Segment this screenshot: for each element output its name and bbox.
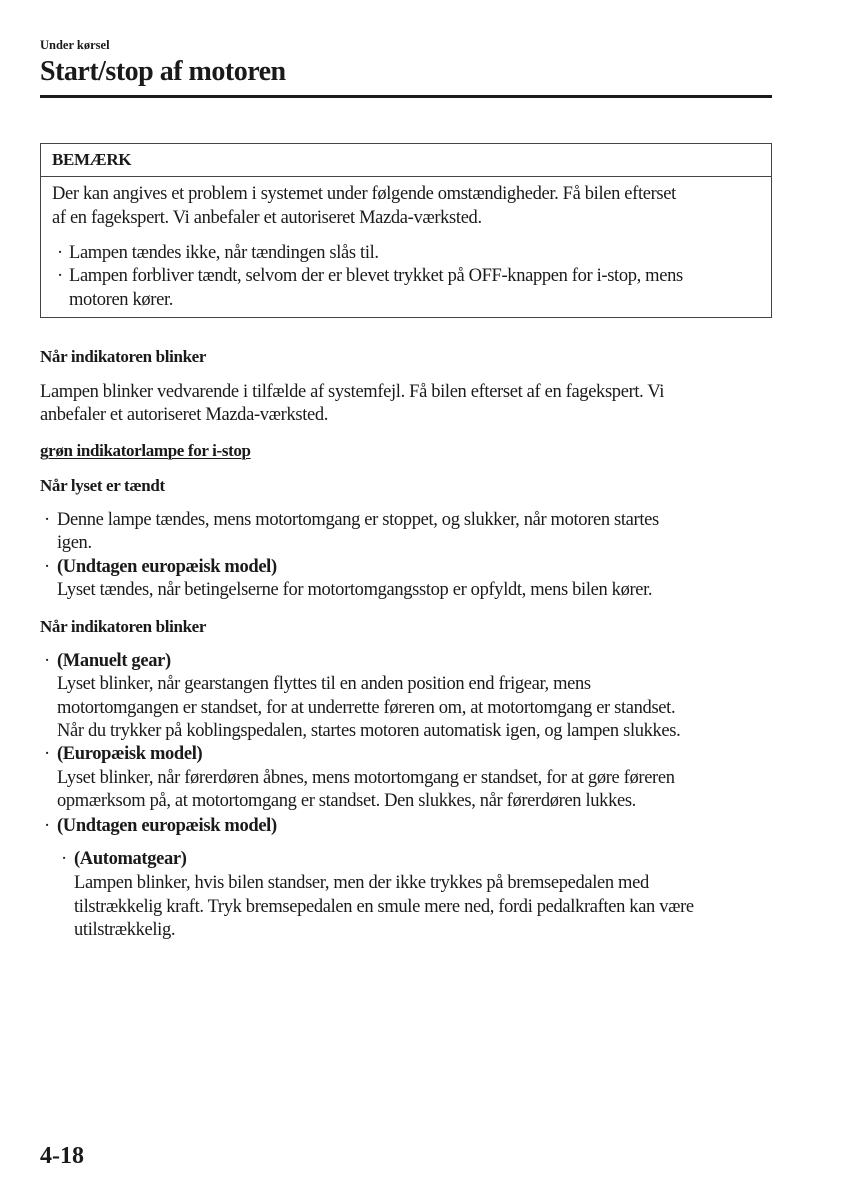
bullet-text: Lyset blinker, når gearstangen flyttes til en anden position end frigear, mens (57, 674, 591, 694)
note-heading: BEMÆRK (52, 150, 132, 169)
bullet-text: igen. (57, 533, 92, 553)
note-header (41, 144, 771, 177)
bullet-dot: · (44, 557, 50, 577)
bullet-text: Lyset blinker, når førerdøren åbnes, mens motortomgang er standset, for at gøre føreren (57, 768, 675, 788)
sub-bullet-text: Lampen blinker, hvis bilen standser, men der ikke trykkes på bremsepedalen med (74, 873, 649, 893)
bullet-text: motortomgangen er standset, for at underrette føreren om, at motortomgang er standset. (57, 698, 676, 718)
bullet-dot: · (61, 849, 67, 869)
bullet-dot: · (44, 816, 50, 836)
title-rule (40, 95, 772, 98)
subsection-heading (40, 439, 251, 463)
sub-bullet-label: (Automatgear) (74, 849, 187, 869)
bullet-dot: · (44, 744, 50, 764)
bullet-dot: · (44, 510, 50, 530)
page-title: Start/stop af motoren (40, 56, 286, 87)
sub-bullet-text: tilstrækkelig kraft. Tryk bremsepedalen en smule mere ned, fordi pedalkraften kan være (74, 897, 694, 917)
note-bullet: Lampen forbliver tændt, selvom der er blevet trykket på OFF-knappen for i-stop, mens (69, 266, 683, 286)
bullet-dot: · (57, 266, 63, 286)
note-bullet-cont: motoren kører. (69, 290, 174, 310)
section-heading: Når indikatoren blinker (40, 347, 207, 366)
bullet-label: (Manuelt gear) (57, 651, 171, 671)
bullet-text: Lyset tændes, når betingelserne for motortomgangsstop er opfyldt, mens bilen kører. (57, 580, 653, 600)
bullet-text: opmærksom på, at motortomgang er standset. Den slukkes, når førerdøren lukkes. (57, 791, 636, 811)
bullet-text: Når du trykker på koblingspedalen, startes motoren automatisk igen, og lampen slukkes. (57, 721, 681, 741)
bullet-dot: · (44, 651, 50, 671)
bullet-dot: · (57, 243, 63, 263)
paragraph-line: anbefaler et autoriseret Mazda-værksted. (40, 405, 329, 425)
bullet-label: (Undtagen europæisk model) (57, 816, 277, 836)
bullet-text: Denne lampe tændes, mens motortomgang er stoppet, og slukker, når motoren startes (57, 510, 659, 530)
paragraph-line: Lampen blinker vedvarende i tilfælde af systemfejl. Få bilen efterset af en fagekspert. Vi (40, 382, 665, 402)
note-intro-line: Der kan angives et problem i systemet under følgende omstændigheder. Få bilen efterset (52, 184, 676, 204)
section-heading: Når lyset er tændt (40, 476, 165, 495)
subsection-heading-text: grøn indikatorlampe for i-stop (40, 441, 251, 460)
breadcrumb: Under kørsel (40, 38, 110, 52)
sub-bullet-text: utilstrækkelig. (74, 920, 176, 940)
page-number: 4-18 (40, 1143, 84, 1169)
section-heading: Når indikatoren blinker (40, 617, 207, 636)
note-intro-line: af en fagekspert. Vi anbefaler et autoriseret Mazda-værksted. (52, 208, 482, 228)
note-bullet: Lampen tændes ikke, når tændingen slås til. (69, 243, 379, 263)
note-box (40, 143, 772, 318)
bullet-label: (Europæisk model) (57, 744, 203, 764)
bullet-label: (Undtagen europæisk model) (57, 557, 277, 577)
